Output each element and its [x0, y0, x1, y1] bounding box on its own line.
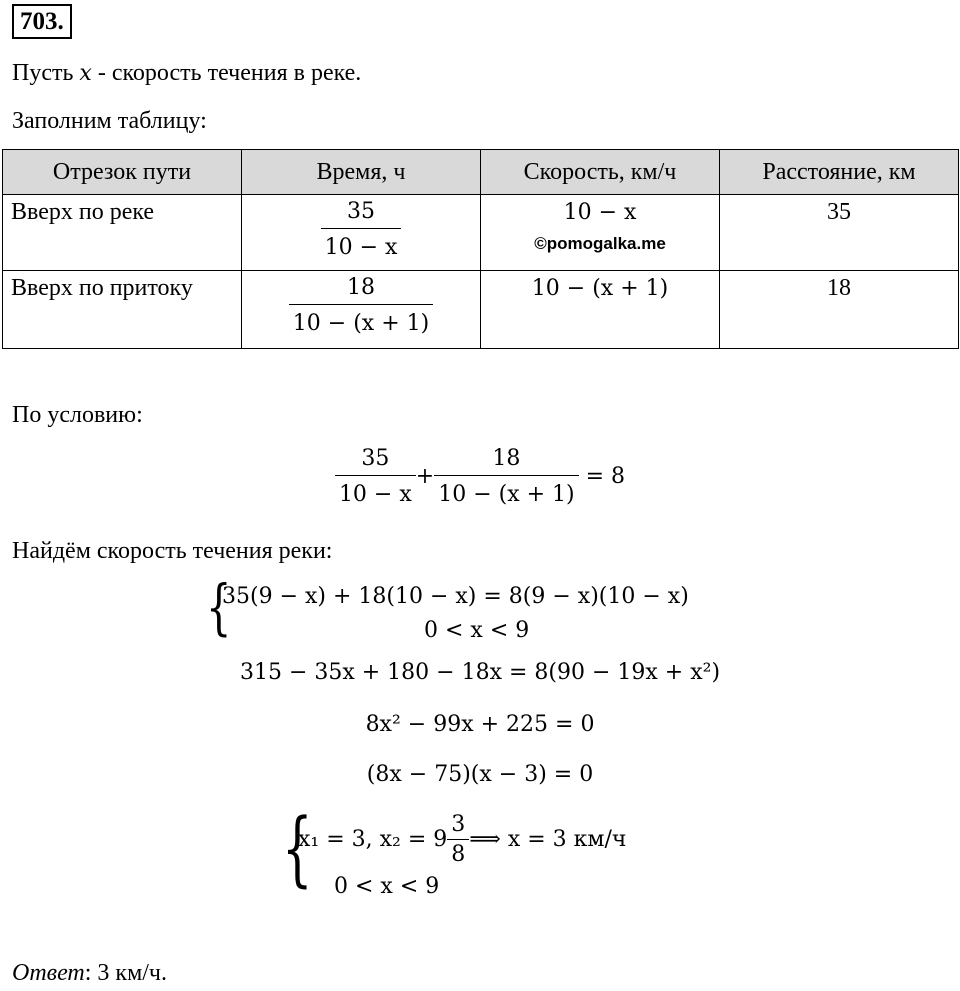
table-header: Скорость, км/ч: [481, 150, 720, 195]
roots: x₁ = 3, x₂ = 9: [298, 827, 448, 852]
fraction-denominator: 8: [447, 839, 469, 867]
table-row: [3, 195, 959, 271]
system2-row1: [298, 812, 626, 867]
fraction-denominator: 10 − x: [335, 475, 416, 507]
equation-rhs: = 8: [585, 464, 626, 489]
answer-text: : 3 км/ч.: [84, 960, 168, 986]
fraction-numerator: 3: [451, 812, 466, 837]
equation-fraction-2: [434, 446, 578, 507]
data-table: [2, 149, 959, 349]
distance-cell: 18: [720, 271, 959, 349]
fraction-denominator: 10 − (x + 1): [289, 304, 433, 336]
system1-row2: 0 < x < 9: [424, 618, 530, 643]
intro-line: [12, 58, 361, 89]
plus-sign: +: [415, 464, 435, 489]
fraction-numerator: 35: [346, 199, 375, 224]
find-label: Найдём скорость течения реки:: [12, 538, 333, 564]
system2-row2: 0 < x < 9: [334, 874, 440, 899]
speed-value: 10 − x: [563, 200, 637, 225]
system1-row1: 35(9 − x) + 18(10 − x) = 8(9 − x)(10 − x): [222, 584, 689, 609]
step-1: 315 − 35x + 180 − 18x = 8(90 − 19x + x²): [239, 660, 721, 685]
speed-cell: [481, 271, 720, 349]
fraction-numerator: 35: [361, 446, 390, 471]
condition-label: По условию:: [12, 402, 143, 428]
time-cell: [242, 195, 481, 271]
system-brace: {: [282, 801, 313, 897]
step-2: 8x² − 99x + 225 = 0: [365, 712, 595, 737]
answer-label: Ответ: [12, 960, 85, 986]
mixed-fraction: [447, 812, 469, 867]
time-cell: [242, 271, 481, 349]
system-brace: {: [206, 573, 232, 643]
distance-cell: 35: [720, 195, 959, 271]
table-row: [3, 271, 959, 349]
segment-cell: Вверх по реке: [3, 195, 242, 271]
fraction-numerator: 18: [347, 275, 375, 300]
fraction-denominator: 10 − (x + 1): [434, 475, 578, 507]
table-header: Отрезок пути: [3, 150, 242, 195]
speed-cell: [481, 195, 720, 271]
table-header: Расстояние, км: [720, 150, 959, 195]
answer-line: [12, 960, 167, 987]
time-fraction: [289, 275, 433, 336]
step-3: (8x − 75)(x − 3) = 0: [366, 762, 594, 787]
speed-value: 10 − (x + 1): [531, 276, 669, 301]
fraction-numerator: 18: [492, 446, 521, 471]
intro-variable: x: [79, 61, 92, 86]
table-header-row: [3, 150, 959, 195]
watermark: ©pomogalka.me: [534, 234, 666, 253]
intro-text-before: Пусть: [12, 60, 80, 86]
fill-table-label: Заполним таблицу:: [12, 108, 207, 134]
main-equation: [0, 446, 960, 507]
implies-result: ⟹ x = 3 км/ч: [469, 827, 627, 852]
segment-cell: Вверх по притоку: [3, 271, 242, 349]
problem-number: 703.: [12, 4, 72, 39]
equation-fraction-1: [335, 446, 416, 507]
intro-text-after: - скорость течения в реке.: [91, 60, 362, 86]
fraction-denominator: 10 − x: [321, 228, 402, 260]
time-fraction: [321, 199, 402, 260]
table-header: Время, ч: [242, 150, 481, 195]
